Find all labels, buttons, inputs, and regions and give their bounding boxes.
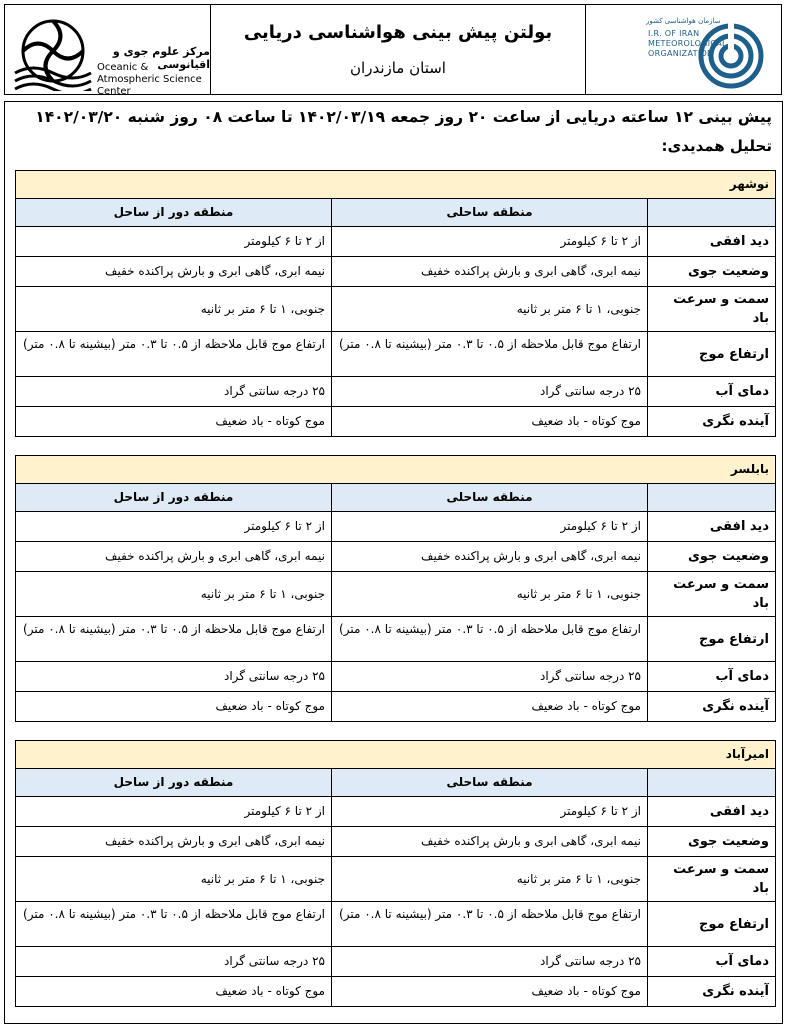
offshore-value: موج کوتاه - باد ضعیف bbox=[16, 977, 332, 1007]
location-header-row bbox=[16, 741, 776, 769]
column-header-nearshore: منطقه ساحلی bbox=[332, 484, 648, 512]
row-label: سمت و سرعت باد bbox=[648, 857, 776, 902]
bulletin-header bbox=[4, 4, 782, 95]
column-header-blank bbox=[648, 769, 776, 797]
location-header-row bbox=[16, 456, 776, 484]
table-row bbox=[16, 257, 776, 287]
column-header-nearshore: منطقه ساحلی bbox=[332, 199, 648, 227]
offshore-value: جنوبی، ۱ تا ۶ متر بر ثانیه bbox=[16, 287, 332, 332]
offshore-value: از ۲ تا ۶ کیلومتر bbox=[16, 797, 332, 827]
iran-org-name-fa: سازمان هواشناسی کشور bbox=[646, 17, 721, 25]
forecast-title: پیش بینی ۱۲ ساعته دریایی از ساعت ۲۰ روز جمعه ۱۴۰۲/۰۳/۱۹ تا ساعت ۰۸ روز شنبه ۱۴۰۲/۰۳/۲۰ bbox=[35, 108, 772, 126]
nearshore-value: ارتفاع موج قابل ملاحظه از ۰.۵ تا ۰.۳ متر (بیشینه تا ۰.۸ متر) bbox=[332, 902, 648, 947]
nearshore-value: جنوبی، ۱ تا ۶ متر بر ثانیه bbox=[332, 572, 648, 617]
iran-met-logo-cell bbox=[586, 5, 781, 94]
nearshore-value: از ۲ تا ۶ کیلومتر bbox=[332, 797, 648, 827]
nearshore-value: نیمه ابری، گاهی ابری و بارش پراکنده خفیف bbox=[332, 257, 648, 287]
row-label: دمای آب bbox=[648, 662, 776, 692]
row-label: دید افقی bbox=[648, 227, 776, 257]
row-label: وضعیت جوی bbox=[648, 542, 776, 572]
center-name-en: Oceanic & Atmospheric Science Center bbox=[97, 62, 202, 97]
row-label: ارتفاع موج bbox=[648, 902, 776, 947]
table-row bbox=[16, 332, 776, 377]
table-row bbox=[16, 902, 776, 947]
nearshore-value: موج کوتاه - باد ضعیف bbox=[332, 977, 648, 1007]
iran-org-name-en: I.R. OF IRAN METEOROLOGICAL ORGANIZATION bbox=[648, 29, 727, 58]
row-label: سمت و سرعت باد bbox=[648, 572, 776, 617]
table-row bbox=[16, 407, 776, 437]
nearshore-value: جنوبی، ۱ تا ۶ متر بر ثانیه bbox=[332, 857, 648, 902]
location-name: نوشهر bbox=[16, 171, 776, 199]
row-label: ارتفاع موج bbox=[648, 332, 776, 377]
location-table bbox=[15, 170, 776, 437]
location-name: بابلسر bbox=[16, 456, 776, 484]
offshore-value: نیمه ابری، گاهی ابری و بارش پراکنده خفیف bbox=[16, 542, 332, 572]
row-label: آینده نگری bbox=[648, 977, 776, 1007]
bulletin-title-cell bbox=[211, 5, 586, 94]
location-name: امیرآباد bbox=[16, 741, 776, 769]
table-row bbox=[16, 287, 776, 332]
oceanic-center-logo bbox=[13, 11, 93, 91]
iran-met-logo bbox=[698, 23, 764, 89]
table-row bbox=[16, 617, 776, 662]
nearshore-value: ارتفاع موج قابل ملاحظه از ۰.۵ تا ۰.۳ متر (بیشینه تا ۰.۸ متر) bbox=[332, 332, 648, 377]
table-row bbox=[16, 572, 776, 617]
offshore-value: از ۲ تا ۶ کیلومتر bbox=[16, 512, 332, 542]
table-row bbox=[16, 827, 776, 857]
row-label: دمای آب bbox=[648, 947, 776, 977]
offshore-value: جنوبی، ۱ تا ۶ متر بر ثانیه bbox=[16, 857, 332, 902]
row-label: وضعیت جوی bbox=[648, 257, 776, 287]
nearshore-value: موج کوتاه - باد ضعیف bbox=[332, 407, 648, 437]
offshore-value: موج کوتاه - باد ضعیف bbox=[16, 407, 332, 437]
bulletin-title: بولتن پیش بینی هواشناسی دریایی bbox=[243, 22, 553, 43]
province-name: استان مازندران bbox=[350, 59, 446, 77]
column-header-row bbox=[16, 199, 776, 227]
table-row bbox=[16, 377, 776, 407]
forecast-body bbox=[4, 101, 783, 1024]
nearshore-value: ۲۵ درجه سانتی گراد bbox=[332, 377, 648, 407]
column-header-blank bbox=[648, 484, 776, 512]
table-row bbox=[16, 662, 776, 692]
column-header-offshore: منطقه دور از ساحل bbox=[16, 769, 332, 797]
offshore-value: ۲۵ درجه سانتی گراد bbox=[16, 662, 332, 692]
offshore-value: ارتفاع موج قابل ملاحظه از ۰.۵ تا ۰.۳ متر (بیشینه تا ۰.۸ متر) bbox=[16, 332, 332, 377]
table-row bbox=[16, 692, 776, 722]
row-label: دید افقی bbox=[648, 512, 776, 542]
nearshore-value: نیمه ابری، گاهی ابری و بارش پراکنده خفیف bbox=[332, 542, 648, 572]
row-label: سمت و سرعت باد bbox=[648, 287, 776, 332]
location-table bbox=[15, 740, 776, 1007]
table-row bbox=[16, 512, 776, 542]
offshore-value: نیمه ابری، گاهی ابری و بارش پراکنده خفیف bbox=[16, 827, 332, 857]
offshore-value: ارتفاع موج قابل ملاحظه از ۰.۵ تا ۰.۳ متر (بیشینه تا ۰.۸ متر) bbox=[16, 902, 332, 947]
center-name-fa: مرکز علوم جوی و اقیانوسی bbox=[112, 45, 210, 71]
nearshore-value: ارتفاع موج قابل ملاحظه از ۰.۵ تا ۰.۳ متر (بیشینه تا ۰.۸ متر) bbox=[332, 617, 648, 662]
offshore-value: ۲۵ درجه سانتی گراد bbox=[16, 377, 332, 407]
nearshore-value: از ۲ تا ۶ کیلومتر bbox=[332, 227, 648, 257]
synoptic-label: تحلیل همدیدی: bbox=[661, 137, 772, 155]
table-row bbox=[16, 947, 776, 977]
location-table bbox=[15, 455, 776, 722]
column-header-row bbox=[16, 769, 776, 797]
nearshore-value: ۲۵ درجه سانتی گراد bbox=[332, 662, 648, 692]
column-header-offshore: منطقه دور از ساحل bbox=[16, 199, 332, 227]
nearshore-value: موج کوتاه - باد ضعیف bbox=[332, 692, 648, 722]
row-label: دید افقی bbox=[648, 797, 776, 827]
row-label: آینده نگری bbox=[648, 692, 776, 722]
nearshore-value: ۲۵ درجه سانتی گراد bbox=[332, 947, 648, 977]
nearshore-value: نیمه ابری، گاهی ابری و بارش پراکنده خفیف bbox=[332, 827, 648, 857]
row-label: ارتفاع موج bbox=[648, 617, 776, 662]
nearshore-value: از ۲ تا ۶ کیلومتر bbox=[332, 512, 648, 542]
location-header-row bbox=[16, 171, 776, 199]
table-row bbox=[16, 797, 776, 827]
table-row bbox=[16, 227, 776, 257]
table-row bbox=[16, 542, 776, 572]
nearshore-value: جنوبی، ۱ تا ۶ متر بر ثانیه bbox=[332, 287, 648, 332]
table-row bbox=[16, 977, 776, 1007]
column-header-row bbox=[16, 484, 776, 512]
offshore-value: موج کوتاه - باد ضعیف bbox=[16, 692, 332, 722]
offshore-value: نیمه ابری، گاهی ابری و بارش پراکنده خفیف bbox=[16, 257, 332, 287]
row-label: دمای آب bbox=[648, 377, 776, 407]
offshore-value: جنوبی، ۱ تا ۶ متر بر ثانیه bbox=[16, 572, 332, 617]
row-label: آینده نگری bbox=[648, 407, 776, 437]
table-row bbox=[16, 857, 776, 902]
offshore-value: ۲۵ درجه سانتی گراد bbox=[16, 947, 332, 977]
offshore-value: از ۲ تا ۶ کیلومتر bbox=[16, 227, 332, 257]
column-header-nearshore: منطقه ساحلی bbox=[332, 769, 648, 797]
offshore-value: ارتفاع موج قابل ملاحظه از ۰.۵ تا ۰.۳ متر (بیشینه تا ۰.۸ متر) bbox=[16, 617, 332, 662]
row-label: وضعیت جوی bbox=[648, 827, 776, 857]
column-header-offshore: منطقه دور از ساحل bbox=[16, 484, 332, 512]
column-header-blank bbox=[648, 199, 776, 227]
center-logo-cell bbox=[5, 5, 211, 97]
